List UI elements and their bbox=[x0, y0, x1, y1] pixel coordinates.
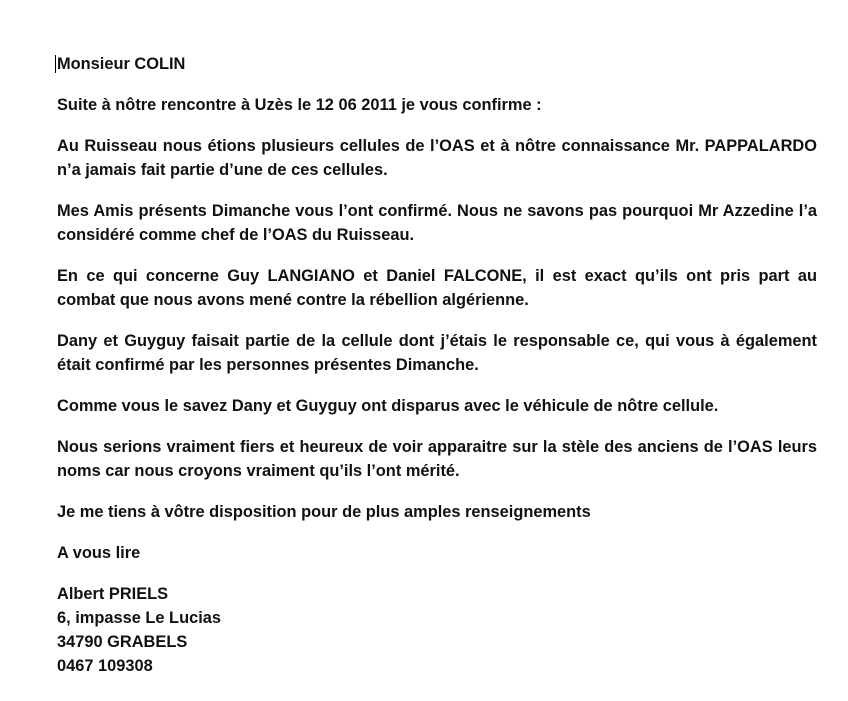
paragraph-confirmation: Suite à nôtre rencontre à Uzès le 12 06 2011 je vous confirme : bbox=[57, 96, 542, 114]
paragraph-stele: Nous serions vraiment fiers et heureux de voir apparaitre sur la stèle des anciens de l’OAS leurs noms car nous croyons vraiment qu’ils l’ont mérité. bbox=[57, 438, 817, 480]
paragraph-cellules: Au Ruisseau nous étions plusieurs cellules de l’OAS et à nôtre connaissance Mr. PAPPALARDO n’a jamais fait partie d’une de ces cellules. bbox=[57, 137, 817, 179]
signature-city: 34790 GRABELS bbox=[57, 633, 188, 651]
paragraph-dany-guyguy: Dany et Guyguy faisait partie de la cellule dont j’étais le responsable ce, qui vous à également était confirmé par les personnes présentes Dimanche. bbox=[57, 332, 817, 374]
greeting: Monsieur COLIN bbox=[57, 55, 186, 73]
text-cursor bbox=[55, 55, 56, 73]
paragraph-closing: A vous lire bbox=[57, 544, 141, 562]
paragraph-langiano-falcone: En ce qui concerne Guy LANGIANO et Daniel FALCONE, il est exact qu’ils ont pris part au combat que nous avons mené contre la rébellion algérienne. bbox=[57, 267, 817, 309]
paragraph-disposition: Je me tiens à vôtre disposition pour de plus amples renseignements bbox=[57, 503, 591, 521]
signature-name: Albert PRIELS bbox=[57, 585, 169, 603]
signature-block bbox=[57, 582, 817, 678]
signature-phone: 0467 109308 bbox=[57, 657, 153, 675]
signature-street: 6, impasse Le Lucias bbox=[57, 609, 221, 627]
letter-body bbox=[57, 52, 817, 678]
paragraph-amis: Mes Amis présents Dimanche vous l’ont confirmé. Nous ne savons pas pourquoi Mr Azzedine l’a considéré comme chef de l’OAS du Ruisseau. bbox=[57, 202, 817, 244]
paragraph-disparus: Comme vous le savez Dany et Guyguy ont disparus avec le véhicule de nôtre cellule. bbox=[57, 397, 719, 415]
